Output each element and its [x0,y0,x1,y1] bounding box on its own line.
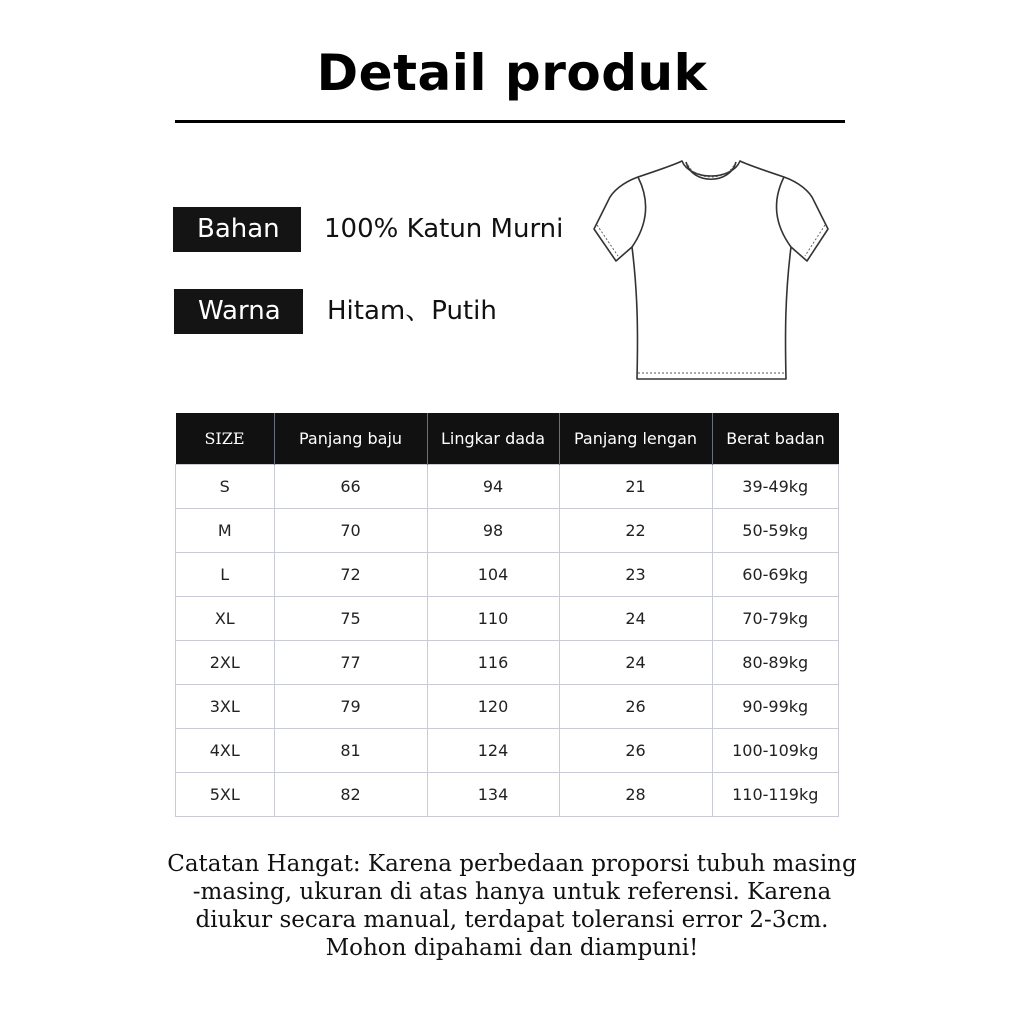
table-cell: 94 [427,465,559,509]
table-row [176,553,839,597]
table-cell: 28 [559,773,712,817]
table-cell: L [176,553,275,597]
column-header-weight: Berat badan [712,413,839,465]
table-row [176,641,839,685]
column-header-length: Panjang baju [274,413,427,465]
table-row [176,597,839,641]
table-cell: 5XL [176,773,275,817]
spec-value-color: Hitam、Putih [327,296,497,326]
note-line: -masing, ukuran di atas hanya untuk referensi. Karena [192,879,832,905]
table-row [176,465,839,509]
table-cell: 79 [274,685,427,729]
table-cell: 4XL [176,729,275,773]
table-row [176,685,839,729]
table-cell: 77 [274,641,427,685]
size-chart-table [175,413,839,817]
table-cell: 21 [559,465,712,509]
spec-label-color: Warna [174,289,303,334]
table-cell: 82 [274,773,427,817]
table-row [176,729,839,773]
table-cell: 2XL [176,641,275,685]
table-cell: 120 [427,685,559,729]
table-cell: 70-79kg [712,597,839,641]
sizing-note [140,850,884,962]
note-line: Catatan Hangat: Karena perbedaan proporsi tubuh masing [167,851,857,877]
table-row [176,509,839,553]
table-cell: 3XL [176,685,275,729]
page-title: Detail produk [316,44,708,102]
column-header-chest: Lingkar dada [427,413,559,465]
table-cell: 104 [427,553,559,597]
table-cell: 90-99kg [712,685,839,729]
table-cell: 110 [427,597,559,641]
table-cell: 23 [559,553,712,597]
table-header-row [176,413,839,465]
table-cell: 134 [427,773,559,817]
spec-label-material: Bahan [173,207,301,252]
table-cell: 50-59kg [712,509,839,553]
table-cell: 110-119kg [712,773,839,817]
table-cell: 66 [274,465,427,509]
t-shirt-icon [590,155,832,387]
table-cell: 22 [559,509,712,553]
table-cell: 24 [559,597,712,641]
table-cell: 81 [274,729,427,773]
table-cell: 72 [274,553,427,597]
table-cell: 26 [559,685,712,729]
note-line: Mohon dipahami dan diampuni! [325,935,699,961]
table-cell: 98 [427,509,559,553]
table-cell: 60-69kg [712,553,839,597]
table-cell: S [176,465,275,509]
table-cell: 100-109kg [712,729,839,773]
table-cell: 70 [274,509,427,553]
column-header-size: SIZE [176,413,275,465]
table-cell: 116 [427,641,559,685]
table-cell: XL [176,597,275,641]
title-divider [175,120,845,123]
table-cell: 80-89kg [712,641,839,685]
table-cell: M [176,509,275,553]
column-header-sleeve: Panjang lengan [559,413,712,465]
table-cell: 39-49kg [712,465,839,509]
note-line: diukur secara manual, terdapat toleransi error 2-3cm. [195,907,829,933]
table-cell: 124 [427,729,559,773]
table-cell: 26 [559,729,712,773]
table-cell: 24 [559,641,712,685]
table-row [176,773,839,817]
spec-value-material: 100% Katun Murni [324,214,564,244]
table-cell: 75 [274,597,427,641]
